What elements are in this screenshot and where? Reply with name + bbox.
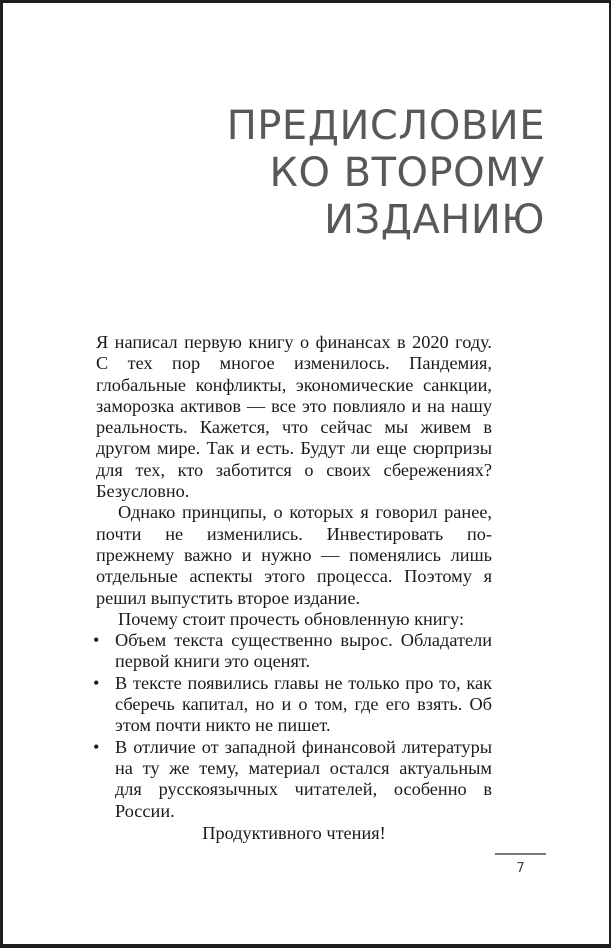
paragraph-2: Однако принципы, о которых я говорил ранее, почти не изменились. Инвестировать по-прежнему важно и нужно — поменялись лишь отдельные аспекты этого процесса. Поэтому я решил выпустить второе издание. — [96, 502, 492, 608]
closing-line: Продуктивного чтения! — [202, 823, 386, 843]
bullet-list — [93, 630, 492, 822]
page-number-rule — [495, 853, 546, 855]
bullet-item-text: В тексте появились главы не только про то, как сберечь капитал, но и о том, где его взять. Об этом почти никто не пишет. — [115, 672, 492, 736]
chapter-title-line-3: ИЗДАНИЮ — [324, 197, 545, 243]
paragraph-1: Я написал первую книгу о финансах в 2020 году. С тех пор многое изменилось. Пандемия, глобальные конфликты, экономические санкции, заморозка активов — все это повлияло и на нашу реальность. Кажется, что сейчас мы живем в другом мире. Так и есть. Будут ли еще сюрпризы для тех, кто заботится о своих сбережениях? Безусловно. — [96, 332, 492, 502]
bullet-item-1 — [93, 630, 492, 673]
bullet-item-text: В отличие от западной финансовой литературы на ту же тему, материал остался актуальным для русскоязычных читателей, особенно в России. — [115, 736, 492, 821]
bullet-icon: • — [93, 630, 100, 651]
chapter-title — [227, 103, 545, 244]
bullet-item-text: Объем текста существенно вырос. Обладатели первой книги это оценят. — [115, 630, 492, 672]
paragraph-3: Почему стоит прочесть обновленную книгу: — [118, 608, 465, 629]
page-number: 7 — [516, 861, 525, 876]
book-page — [3, 3, 609, 944]
bullet-icon: • — [93, 672, 100, 693]
bullet-icon: • — [93, 736, 100, 757]
chapter-title-line-2: КО ВТОРОМУ — [269, 150, 545, 196]
body-text — [93, 332, 492, 822]
bullet-item-3 — [93, 736, 492, 822]
chapter-title-line-1: ПРЕДИСЛОВИЕ — [226, 103, 545, 149]
bullet-item-2 — [93, 672, 492, 737]
